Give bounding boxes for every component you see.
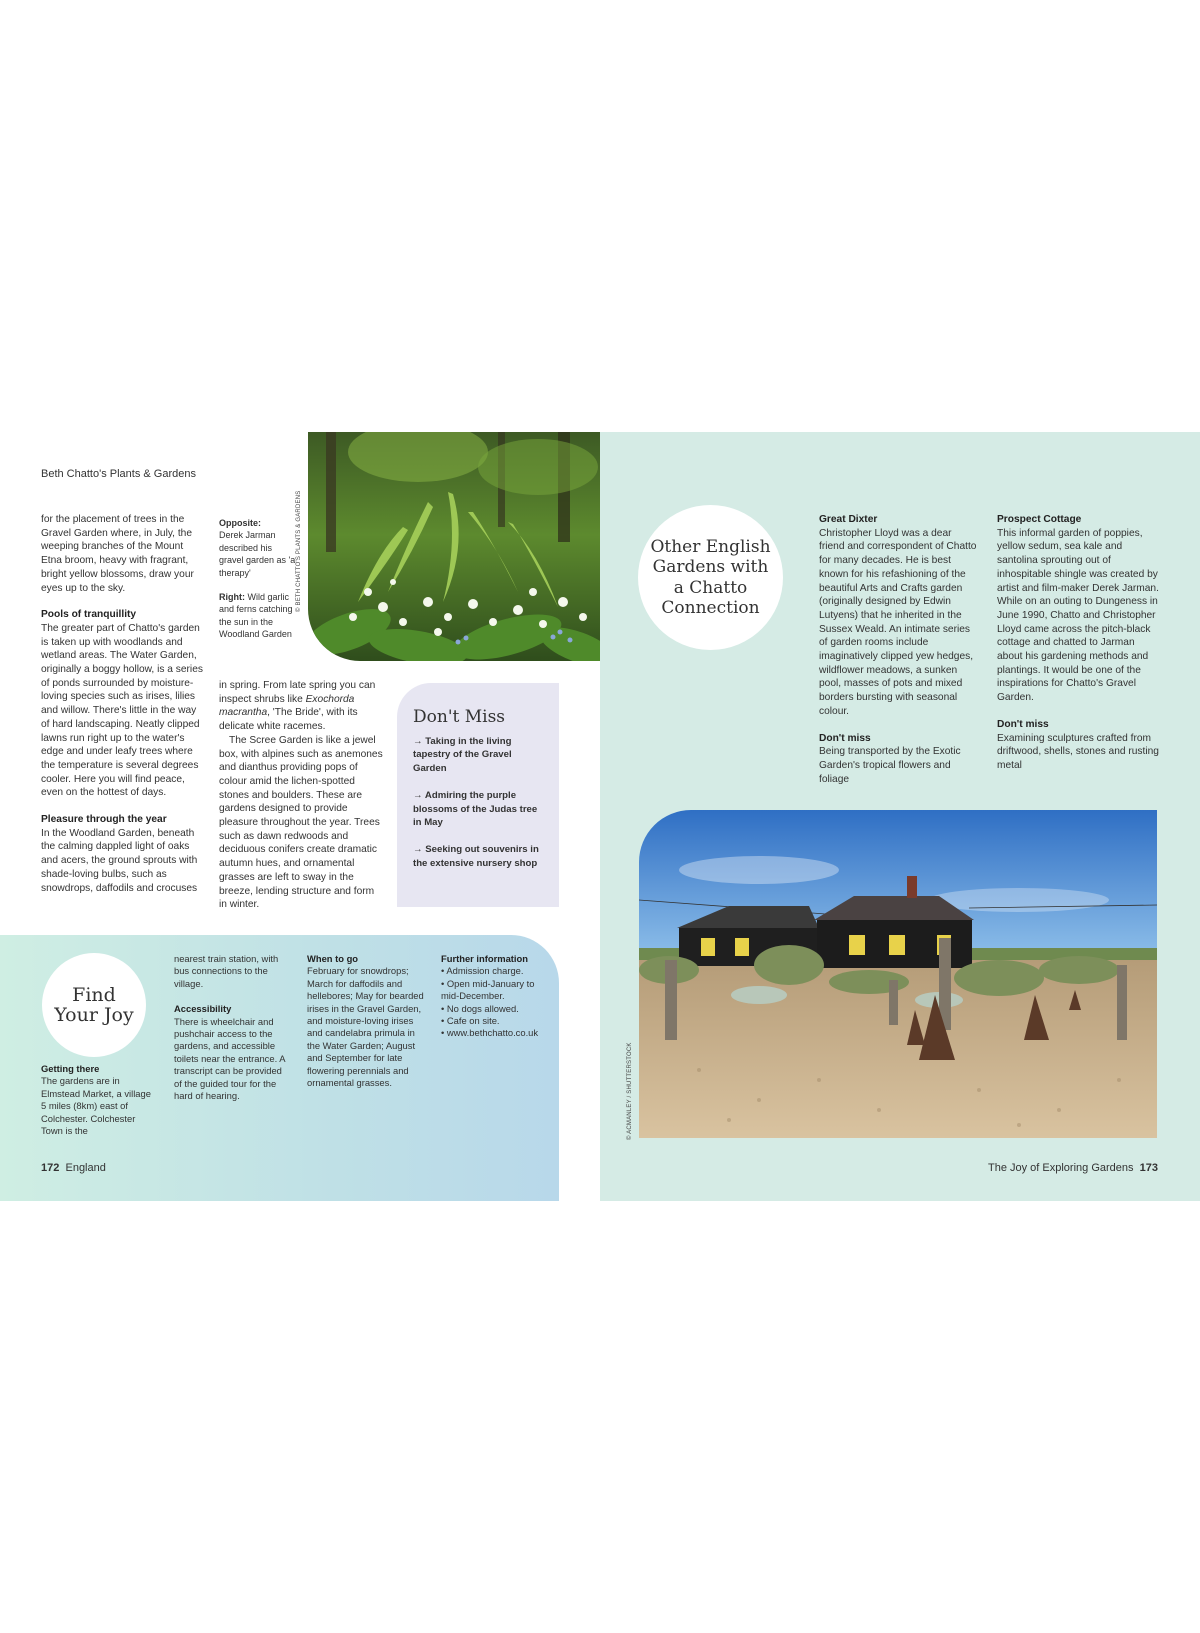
further-info-column bbox=[441, 953, 547, 1040]
woodland-garden-photo bbox=[308, 432, 600, 661]
accessibility-text: There is wheelchair and pushchair access to the gardens, and accessible toilets near the entrance. A transcript can be provided of the guided tour for the hard of hearing. bbox=[174, 1015, 286, 1102]
prospect-cottage-text: This informal garden of poppies, yellow sedum, sea kale and santolina sprouting out of inhospitable shingle was created by artist and film-maker Derek Jarman. While on an outing to Dungeness in June 1990, Chatto and Christopher Lloyd came across the pitch-black cottage and chatted to Jarman about his gardening methods and plantings. It would be one of the inspirations for Chatto's Gravel Garden. bbox=[997, 527, 1159, 704]
great-dixter-dont-miss-text: Being transported by the Exotic Garden's tropical flowers and foliage bbox=[819, 746, 961, 785]
page-number-right: 173 bbox=[1139, 1162, 1158, 1174]
dont-miss-item: → Admiring the purple blossoms of the Judas tree in May bbox=[413, 790, 538, 829]
getting-there-heading: Getting there bbox=[41, 1063, 100, 1074]
prospect-cottage-column bbox=[997, 513, 1159, 773]
getting-there-column bbox=[41, 1063, 151, 1137]
folio-right bbox=[988, 1162, 1158, 1174]
scree-intro-paragraph bbox=[219, 679, 384, 734]
further-info-item: • Open mid-January to mid-December. bbox=[441, 977, 535, 1002]
body-column-2 bbox=[219, 679, 384, 912]
great-dixter-dont-miss-heading: Don't miss bbox=[819, 732, 871, 744]
further-info-heading: Further information bbox=[441, 953, 528, 964]
photo-captions bbox=[219, 517, 297, 653]
caption-opposite-text: Derek Jarman described his gravel garden as 'a therapy' bbox=[219, 530, 296, 578]
caption-right-text: Wild garlic and ferns catching the sun in the Woodland Garden bbox=[219, 592, 293, 640]
caption-opposite-label: Opposite: bbox=[219, 518, 261, 528]
photo-credit-bottom: © ACMANLEY / SHUTTERSTOCK bbox=[627, 1042, 633, 1140]
heading-pools-of-tranquillity: Pools of tranquillity bbox=[41, 609, 137, 621]
further-info-item: • Admission charge. bbox=[441, 965, 524, 977]
dont-miss-item: → Seeking out souvenirs in the extensive nursery shop bbox=[413, 844, 539, 869]
folio-left bbox=[41, 1162, 106, 1174]
woodland-garden-illustration bbox=[308, 432, 600, 661]
when-to-go-heading: When to go bbox=[307, 953, 359, 964]
scree-garden-paragraph: The Scree Garden is like a jewel box, with alpines such as anemones and dianthus providing pops of colour amid the lichen-spotted stones and boulders. These are gardens designed to provide pleasure throughout the year. Trees such as dawn redwoods and deciduous conifers create dramatic autumn hues, and ornamental grasses are left to sway in the breeze, lending structure and form in winter. bbox=[219, 734, 383, 911]
caption-right-label: Right: bbox=[219, 592, 245, 603]
find-your-joy-title-line2: Your Joy bbox=[54, 1004, 134, 1026]
running-head: Beth Chatto's Plants & Gardens bbox=[41, 468, 196, 480]
photo-credit-top: © BETH CHATTO'S PLANTS & GARDENS bbox=[296, 490, 302, 612]
page-number-left: 172 bbox=[41, 1162, 60, 1174]
scree-intro-text-a: in spring. From late spring you can inspect shrubs like bbox=[219, 680, 376, 705]
dont-miss-title: Don't Miss bbox=[413, 707, 506, 727]
section-name-right: The Joy of Exploring Gardens bbox=[987, 1162, 1134, 1174]
access-column bbox=[174, 953, 289, 1102]
getting-there-text: The gardens are in Elmstead Market, a village 5 miles (8km) east of Colchester. Colchester Town is the bbox=[41, 1075, 151, 1137]
book-spread bbox=[0, 432, 1200, 1201]
great-dixter-text: Christopher Lloyd was a dear friend and correspondent of Chatto for many decades. He is best known for his refashioning of the beautiful Arts and Crafts garden (originally designed by Edwin Lutyens) that he inherited in the Sussex Weald. An intimate series of garden rooms include imaginatively clipped yew hedges, wildflower meadows, a sunken pool, masses of pots and mixed borders bursting with seasonal colour. bbox=[819, 527, 977, 717]
prospect-cottage-photo bbox=[639, 810, 1157, 1138]
find-your-joy-title-line1: Find bbox=[72, 984, 116, 1006]
accessibility-heading: Accessibility bbox=[174, 1003, 232, 1015]
when-to-go-text: February for snowdrops; March for daffodils and hellebores; May for bearded irises in the Gravel Garden, and moisture-loving irises and candelabra primula in the Water Garden; August and September for late flowering perennials and ornamental grasses. bbox=[307, 965, 424, 1089]
dont-miss-item: → Taking in the living tapestry of the Gravel Garden bbox=[413, 736, 512, 774]
find-your-joy-circle bbox=[42, 953, 146, 1057]
great-dixter-heading: Great Dixter bbox=[819, 514, 878, 525]
when-to-go-column bbox=[307, 953, 425, 1089]
pleasure-paragraph: In the Woodland Garden, beneath the calming dappled light of oaks and acers, the ground sprouts with shade-loving bulbs, such as snowdrops, daffodils and crocuses bbox=[41, 827, 198, 894]
prospect-cottage-dont-miss-heading: Don't miss bbox=[997, 718, 1049, 730]
tranquillity-paragraph: The greater part of Chatto's garden is taken up with woodlands and wetland areas. The Water Garden, originally a boggy hollow, is a series of ponds surrounded by moisture-loving species such as irises, lilies and willow. There's little in the way of hard landscaping. Neatly clipped lawns run right up to the water's edge and under leafy trees where the temperature is several degrees cooler. Here you will find peace, even on the hottest of days. bbox=[41, 622, 203, 799]
scree-intro-text-b: , 'The Bride', with its delicate white racemes. bbox=[219, 707, 358, 733]
further-info-item: • Cafe on site. bbox=[441, 1015, 500, 1027]
intro-paragraph: for the placement of trees in the Gravel Garden where, in July, the weeping branches of the Mount Etna broom, heavy with fragrant, bright yellow blossoms, draw your eyes up to the sky. bbox=[41, 514, 194, 594]
body-column-1 bbox=[41, 513, 204, 895]
further-info-link[interactable]: • www.bethchatto.co.uk bbox=[441, 1027, 539, 1039]
great-dixter-column bbox=[819, 513, 979, 786]
getting-there-continued: nearest train station, with bus connections to the village. bbox=[174, 953, 279, 989]
other-gardens-circle bbox=[638, 505, 783, 650]
heading-pleasure-through-the-year: Pleasure through the year bbox=[41, 814, 167, 826]
dont-miss-box bbox=[397, 683, 559, 907]
further-info-item: • No dogs allowed. bbox=[441, 1002, 519, 1014]
exochorda-species-name: Exochorda macrantha bbox=[219, 693, 355, 719]
prospect-cottage-heading: Prospect Cottage bbox=[997, 514, 1082, 525]
section-name-left: England bbox=[65, 1162, 106, 1174]
prospect-cottage-illustration bbox=[639, 810, 1157, 1138]
other-gardens-title: Other English Gardens with a Chatto Connection bbox=[650, 536, 771, 618]
prospect-cottage-dont-miss-text: Examining sculptures crafted from driftwood, shells, stones and rusting metal bbox=[997, 732, 1159, 771]
